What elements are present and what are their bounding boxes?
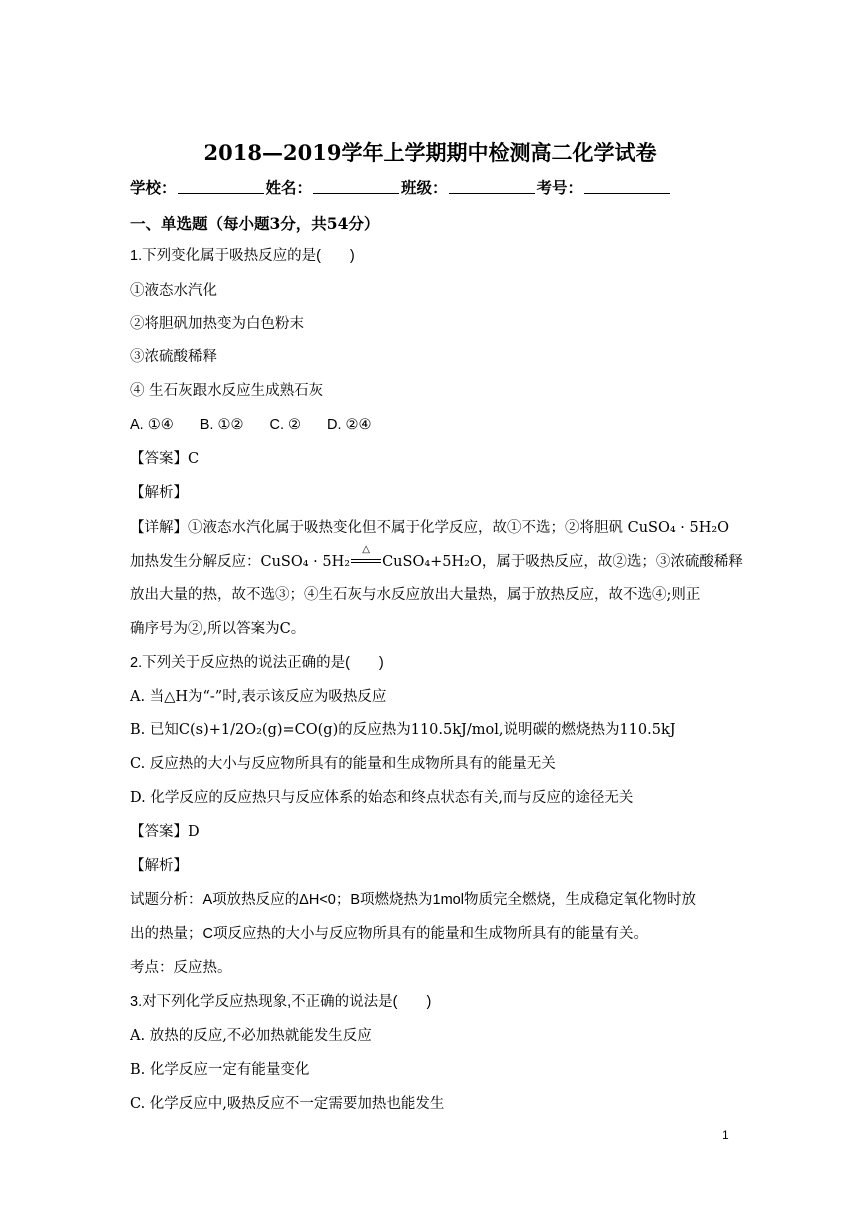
q2-option-b: B. 已知C(s)+1/2O₂(g)=CO(g)的反应热为110.5kJ/mol,说明碳的燃烧热为110.5kJ	[130, 722, 676, 738]
q2-answer: 【答案】D	[130, 824, 200, 840]
delta-icon: △	[362, 544, 370, 555]
q1-item-3: ③浓硫酸稀释	[130, 349, 217, 365]
q1-choice-d: D. ②④	[327, 417, 372, 433]
q2-stem: 2.下列关于反应热的说法正确的是( )	[130, 655, 384, 671]
q2-analysis-label: 【解析】	[130, 858, 188, 874]
q1-choice-b: B. ①②	[199, 417, 244, 433]
q3-option-b: B. 化学反应一定有能量变化	[130, 1062, 310, 1078]
q3-option-c: C. 化学反应中,吸热反应不一定需要加热也能发生	[130, 1096, 445, 1112]
q3-stem: 3.对下列化学反应热现象,不正确的说法是( )	[130, 994, 432, 1010]
class-blank[interactable]	[449, 179, 535, 194]
q2-option-a: A. 当△H为“-”时,表示该反应为吸热反应	[130, 689, 387, 705]
q1-detail-line-2b: CuSO₄+5H₂O，属于吸热反应，故②选；③浓硫酸稀释	[382, 554, 743, 570]
q1-analysis-label: 【解析】	[130, 485, 188, 501]
name-blank[interactable]	[313, 179, 399, 194]
q1-detail-line-4: 确序号为②,所以答案为C。	[130, 621, 306, 637]
q3-option-a: A. 放热的反应,不必加热就能发生反应	[130, 1028, 372, 1044]
name-label: 姓名：	[265, 178, 313, 197]
exam-no-blank[interactable]	[584, 179, 670, 194]
page-number: 1	[722, 1128, 729, 1142]
q2-option-d: D. 化学反应的反应热只与反应体系的始态和终点状态有关,而与反应的途径无关	[130, 790, 634, 806]
q1-choices	[130, 415, 398, 435]
q1-answer: 【答案】C	[130, 451, 200, 467]
page-title: 2018—2019学年上学期期中检测高二化学试卷	[203, 140, 657, 165]
q2-detail-line-1: 试题分析：A项放热反应的ΔH<0；B项燃烧热为1mol物质完全燃烧，生成稳定氧化物时放	[130, 892, 696, 908]
heat-condition-symbol	[350, 544, 382, 569]
exam-no-label: 考号：	[536, 178, 584, 197]
q1-detail-line-2a: 加热发生分解反应：CuSO₄ · 5H₂	[130, 554, 351, 570]
q1-detail-line-1: 【详解】①液态水汽化属于吸热变化但不属于化学反应，故①不选；②将胆矾 CuSO₄ · 5H₂O	[130, 520, 730, 536]
q2-detail-line-2: 出的热量；C项反应热的大小与反应物所具有的能量和生成物所具有的能量有关。	[130, 926, 648, 942]
school-label: 学校：	[130, 178, 177, 197]
q2-option-c: C. 反应热的大小与反应物所具有的能量和生成物所具有的能量无关	[130, 756, 556, 772]
q1-choice-a: A. ①④	[130, 417, 174, 433]
q1-item-2: ②将胆矾加热变为白色粉末	[130, 316, 304, 332]
q1-detail-line-3: 放出大量的热，故不选③；④生石灰与水反应放出大量热，属于放热反应，故不选④;则正	[130, 587, 701, 603]
section-heading: 一、单选题（每小题3分，共54分）	[130, 214, 380, 233]
student-info-line	[130, 178, 672, 198]
q1-choice-c: C. ②	[269, 417, 301, 433]
q1-detail-line-2	[130, 544, 743, 572]
q1-item-1: ①液态水汽化	[130, 283, 217, 299]
school-blank[interactable]	[178, 179, 264, 194]
q1-stem: 1.下列变化属于吸热反应的是( )	[130, 248, 355, 264]
q1-item-4: ④ 生石灰跟水反应生成熟石灰	[130, 383, 324, 399]
q2-kaodian: 考点：反应热。	[130, 960, 232, 976]
class-label: 班级：	[401, 178, 448, 197]
